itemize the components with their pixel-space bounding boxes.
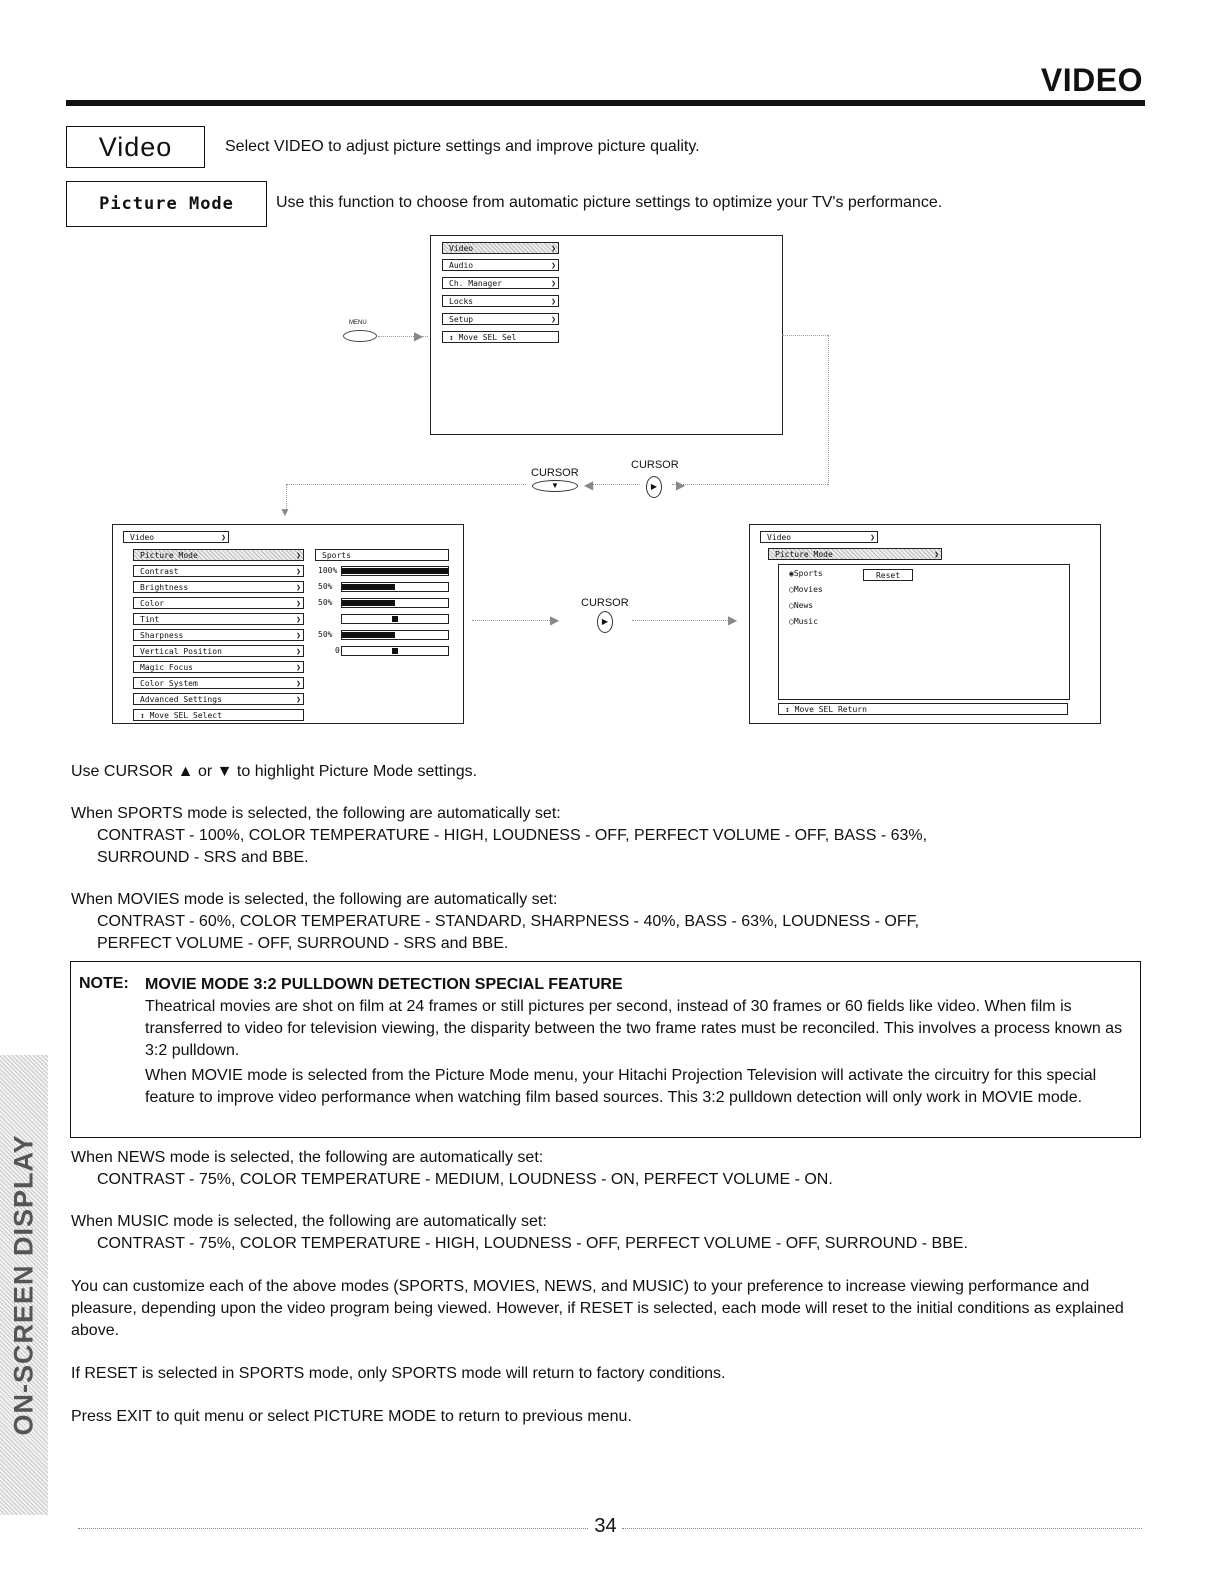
sharpness-value: 50% <box>318 630 333 639</box>
reset-sports-paragraph: If RESET is selected in SPORTS mode, only SPORTS mode will return to factory conditions. <box>71 1365 726 1382</box>
video-menu-item: Color ❯ <box>133 597 304 609</box>
arrow-down-icon: ▼ <box>279 505 291 519</box>
connector-dots <box>472 620 556 621</box>
contrast-value: 100% <box>318 566 338 575</box>
exit-paragraph: Press EXIT to quit menu or select PICTURE MODE to return to previous menu. <box>71 1408 632 1425</box>
video-menu-screen <box>112 524 464 724</box>
cursor-down-label: CURSOR <box>531 467 579 479</box>
main-menu-screen <box>430 235 783 435</box>
video-menu-item: Brightness ❯ <box>133 581 304 593</box>
note-paragraph-1: Theatrical movies are shot on film at 24 frames or still pictures per second, instead of 30 frames or 60 fields like video. When film is transferred to video for television viewing, the disparity between the two frame rates must be reconciled. This involves a process known as 3:2 pulldown. <box>145 998 1123 1059</box>
picture-mode-description: Use this function to choose from automatic picture settings to optimize your TV's performance. <box>276 194 943 211</box>
movies-settings-line2: PERFECT VOLUME - OFF, SURROUND - SRS and BBE. <box>97 935 509 952</box>
news-intro: When NEWS mode is selected, the following are automatically set: <box>71 1149 544 1166</box>
tint-bar <box>341 614 449 624</box>
vertical-position-value: 0 <box>335 646 340 655</box>
note-box <box>70 961 1141 1138</box>
video-menu-item: Advanced Settings ❯ <box>133 693 304 705</box>
movies-settings-line1: CONTRAST - 60%, COLOR TEMPERATURE - STANDARD, SHARPNESS - 40%, BASS - 63%, LOUDNESS - OFF, <box>97 913 920 930</box>
sports-settings-line1: CONTRAST - 100%, COLOR TEMPERATURE - HIGH, LOUDNESS - OFF, PERFECT VOLUME - OFF, BASS - 63%, <box>97 827 928 844</box>
radio-option-music: ○Music <box>789 617 818 626</box>
picture-mode-tab-label: Picture Mode <box>66 181 267 227</box>
brightness-value: 50% <box>318 582 333 591</box>
sports-settings-line2: SURROUND - SRS and BBE. <box>97 849 309 866</box>
page-section-title: VIDEO <box>1040 62 1143 98</box>
music-intro: When MUSIC mode is selected, the following are automatically set: <box>71 1213 547 1230</box>
note-title: MOVIE MODE 3:2 PULLDOWN DETECTION SPECIAL FEATURE <box>145 976 623 993</box>
brightness-bar <box>341 582 449 592</box>
main-menu-item: Setup ❯ <box>442 313 559 325</box>
cursor-right-label: CURSOR <box>631 459 679 471</box>
menu-button-label: MENU <box>349 320 367 326</box>
cursor-instruction: Use CURSOR ▲ or ▼ to highlight Picture Mode settings. <box>71 763 478 780</box>
video-menu-item: Picture Mode ❯ <box>133 549 304 561</box>
news-settings-line1: CONTRAST - 75%, COLOR TEMPERATURE - MEDIUM, LOUDNESS - ON, PERFECT VOLUME - ON. <box>97 1171 833 1188</box>
page-number: 34 <box>594 1515 617 1537</box>
video-menu-item: Vertical Position ❯ <box>133 645 304 657</box>
header-rule <box>66 100 1145 106</box>
connector-dots <box>632 620 732 621</box>
sharpness-bar <box>341 630 449 640</box>
connector-dots <box>286 484 526 485</box>
picture-mode-options-panel <box>778 564 1070 700</box>
connector-dots <box>672 484 828 485</box>
video-menu-item: Contrast ❯ <box>133 565 304 577</box>
connector-dots <box>782 335 828 336</box>
customize-paragraph: You can customize each of the above modes (SPORTS, MOVIES, NEWS, and MUSIC) to your preference to increase viewing performance and pleasure, depending upon the video program being viewed. However, if RESET is selected, each mode will reset to the initial conditions as explained above. <box>71 1278 1124 1339</box>
radio-option-news: ○News <box>789 601 814 610</box>
picture-mode-value: Sports <box>315 549 449 561</box>
connector-dots <box>588 484 640 485</box>
picture-mode-menu-title: Video ❯ <box>760 531 878 543</box>
connector-dots <box>828 335 829 485</box>
arrow-right-icon: ▶ <box>414 329 424 343</box>
video-menu-item: Magic Focus ❯ <box>133 661 304 673</box>
side-tab-label: ON-SCREEN DISPLAY <box>8 1134 39 1436</box>
main-menu-item: Locks ❯ <box>442 295 559 307</box>
picture-mode-screen <box>749 524 1101 724</box>
radio-option-movies: ○Movies <box>789 585 823 594</box>
arrow-right-icon: ▶ <box>550 613 560 627</box>
main-menu-item: Video ❯ <box>442 242 559 254</box>
video-menu-item: Color System ❯ <box>133 677 304 689</box>
note-label: NOTE: <box>79 975 129 992</box>
video-tab-label: Video <box>66 126 205 168</box>
cursor-right-label: CURSOR <box>581 597 629 609</box>
note-paragraph-2: When MOVIE mode is selected from the Picture Mode menu, your Hitachi Projection Television will activate the circuitry for this special feature to improve video performance when watching film based sources. This 3:2 pulldown detection will only work in MOVIE mode. <box>145 1067 1097 1106</box>
music-settings-line1: CONTRAST - 75%, COLOR TEMPERATURE - HIGH, LOUDNESS - OFF, PERFECT VOLUME - OFF, SURROUND - BBE. <box>97 1235 968 1252</box>
menu-button-icon <box>343 330 377 342</box>
main-menu-item: Ch. Manager ❯ <box>442 277 559 289</box>
side-section-tab <box>0 1055 48 1515</box>
cursor-down-icon: ▼ <box>532 480 578 492</box>
main-menu-item: Audio ❯ <box>442 259 559 271</box>
video-description: Select VIDEO to adjust picture settings and improve picture quality. <box>225 138 700 155</box>
arrow-right-icon: ▶ <box>728 613 738 627</box>
main-menu-hint: ↕ Move SEL Sel <box>442 331 559 343</box>
reset-button: Reset <box>863 569 913 581</box>
radio-option-sports: ◉Sports <box>789 569 823 578</box>
vertical-position-bar <box>341 646 449 656</box>
color-bar <box>341 598 449 608</box>
video-menu-title: Video ❯ <box>123 531 229 543</box>
color-value: 50% <box>318 598 333 607</box>
sports-intro: When SPORTS mode is selected, the following are automatically set: <box>71 805 561 822</box>
picture-mode-menu-subtitle: Picture Mode ❯ <box>768 548 942 560</box>
arrow-left-icon: ◀ <box>584 478 594 492</box>
video-menu-item: Tint ❯ <box>133 613 304 625</box>
arrow-right-icon: ▶ <box>676 478 686 492</box>
video-menu-item: Sharpness ❯ <box>133 629 304 641</box>
movies-intro: When MOVIES mode is selected, the following are automatically set: <box>71 891 558 908</box>
cursor-right-icon: ▶ <box>646 476 662 498</box>
contrast-bar <box>341 566 449 576</box>
video-menu-hint: ↕ Move SEL Select <box>133 709 304 721</box>
cursor-right-icon: ▶ <box>597 611 613 633</box>
picture-mode-hint: ↕ Move SEL Return <box>778 703 1068 715</box>
